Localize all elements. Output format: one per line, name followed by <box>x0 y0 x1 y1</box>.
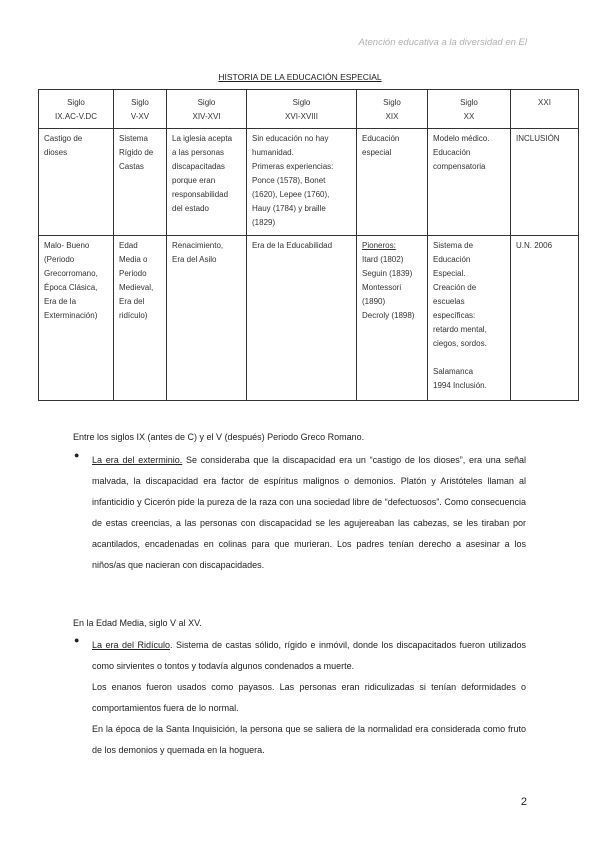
cell-text: a las personas <box>172 148 225 157</box>
table-cell <box>511 129 579 236</box>
cell-text: específicas: <box>433 311 476 320</box>
cell-text: XX <box>463 112 475 121</box>
cell-text: Era del <box>119 297 145 306</box>
table-cell <box>428 236 511 401</box>
section2-bullet <box>74 635 526 761</box>
cell-text: ridículo) <box>119 311 148 320</box>
cell-text: XIX <box>385 112 399 121</box>
history-table <box>38 89 579 401</box>
cell-text: XXI <box>538 98 551 107</box>
cell-text: Medieval, <box>119 283 154 292</box>
table-header-cell <box>167 90 247 129</box>
cell-text: Sistema de <box>433 241 474 250</box>
cell-text: Salamanca <box>433 367 474 376</box>
cell-text: compensatoria <box>433 162 486 171</box>
cell-text: responsabilidad <box>172 190 229 199</box>
cell-text: Modelo médico. <box>433 134 490 143</box>
cell-text: Era de la Educabilidad <box>252 241 333 250</box>
cell-text: Era del Asilo <box>172 255 217 264</box>
cell-text: (1829) <box>252 218 276 227</box>
table-cell <box>247 236 357 401</box>
cell-text: Decroly (1898) <box>362 311 415 320</box>
table-cell <box>39 236 114 401</box>
bullet-icon: ● <box>74 635 80 645</box>
table-header-cell <box>114 90 167 129</box>
cell-text: Siglo <box>292 98 311 107</box>
section2-bullet-title: La era del Ridículo <box>92 640 170 650</box>
cell-text: (Periodo <box>44 255 75 264</box>
cell-text: Montessori <box>362 283 402 292</box>
cell-text: Exterminación) <box>44 311 98 320</box>
table-cell <box>357 129 428 236</box>
cell-text: Sin educación no hay <box>252 134 329 143</box>
cell-text: humanidad. <box>252 148 294 157</box>
cell-text: discapacitadas <box>172 162 225 171</box>
cell-text: IX.AC-V.DC <box>55 112 97 121</box>
table-cell <box>114 236 167 401</box>
table-cell <box>114 129 167 236</box>
section1-text <box>92 450 526 576</box>
section1-intro: Entre los siglos IX (antes de C) y el V (después) Periodo Greco Romano. <box>73 432 365 442</box>
running-header: Atención educativa a la diversidad en El <box>358 37 527 48</box>
cell-text: INCLUSIÓN <box>516 134 560 143</box>
cell-text: Especial. <box>433 269 466 278</box>
cell-text: Educación <box>433 148 471 157</box>
table-header-cell <box>357 90 428 129</box>
cell-text: Ponce (1578), Bonet <box>252 176 326 185</box>
cell-text: Seguin (1839) <box>362 269 413 278</box>
cell-text: Itard (1802) <box>362 255 404 264</box>
section2-intro: En la Edad Media, siglo V al XV. <box>73 618 202 628</box>
section2-bullet-text: . Sistema de castas sólido, rígido e inmóvil, donde los discapacitados fueron utilizados como sirvientes o tontos y todavía algunos condenados a muerte. <box>92 640 526 671</box>
cell-text: Castigo de <box>44 134 83 143</box>
cell-text: Siglo <box>131 98 149 107</box>
cell-text: U.N. 2006 <box>516 241 553 250</box>
section2-text <box>92 635 526 677</box>
table-cell <box>357 236 428 401</box>
cell-text: Época Clásica, <box>44 283 98 292</box>
section1-bullet-title: La era del exterminio. <box>92 455 183 465</box>
cell-text: Educación <box>433 255 471 264</box>
table-header-cell <box>247 90 357 129</box>
table-header-cell <box>428 90 511 129</box>
cell-text: Hauy (1784) y braille <box>252 204 326 213</box>
table-cell <box>167 236 247 401</box>
cell-text: Media o <box>119 255 148 264</box>
table-cell <box>428 129 511 236</box>
cell-text: Siglo <box>383 98 401 107</box>
table-header-cell <box>39 90 114 129</box>
cell-text: Periodo <box>119 269 147 278</box>
cell-text: Sistema <box>119 134 148 143</box>
cell-text: Rígido de <box>119 148 154 157</box>
table-cell <box>511 236 579 401</box>
table-cell <box>39 129 114 236</box>
cell-text: Siglo <box>67 98 85 107</box>
cell-text: ciegos, sordos. <box>433 339 487 348</box>
table-header-cell <box>511 90 579 129</box>
cell-text: Castas <box>119 162 144 171</box>
cell-text: dioses <box>44 148 68 157</box>
cell-text: Siglo <box>460 98 478 107</box>
table-cell <box>167 129 247 236</box>
cell-text: retardo mental, <box>433 325 487 334</box>
cell-text: Malo- Bueno <box>44 241 90 250</box>
section1-bullet <box>74 450 527 576</box>
table-row <box>39 129 579 236</box>
table-header-row <box>39 90 579 129</box>
cell-text: La iglesia acepta <box>172 134 233 143</box>
cell-text: Grecorromano, <box>44 269 98 278</box>
table-title: HISTORIA DE LA EDUCACIÓN ESPECIAL <box>218 72 382 82</box>
cell-text: V-XV <box>130 112 150 121</box>
cell-text: escuelas <box>433 297 465 306</box>
cell-text: (1620), Lepee (1760), <box>252 190 330 199</box>
cell-text: Siglo <box>197 98 216 107</box>
bullet-icon: ● <box>74 450 80 460</box>
cell-text: Era de la <box>44 297 77 306</box>
cell-text <box>433 351 505 365</box>
cell-text: Edad <box>119 241 138 250</box>
cell-text: del estado <box>172 204 209 213</box>
cell-text: especial <box>362 148 392 157</box>
cell-text: XVI-XVIII <box>285 112 318 121</box>
table-row <box>39 236 579 401</box>
page-number: 2 <box>520 796 527 808</box>
section1-bullet-text: Se consideraba que la discapacidad era un “castigo de los dioses”, era una señal malvada, la discapacidad era factor de espíritus malignos o demonios. Platón y Aristóteles llaman al infanticidio y Cicerón pide la pureza de la raza con una sociedad libre de “defectuosos”. Como consecuencia de estas creencias, a las personas con discapacidad se les agujereaban las cabezas, se les tiraban por acantilados, encadenadas en colinas para que murieran. Los padres tenían derecho a asesinar a los niños/as que nacieran con discapacidades. <box>92 455 527 570</box>
section2-para2: Los enanos fueron usados como payasos. Las personas eran ridiculizadas si tenían deformidades o comportamientos fuera de lo normal. <box>92 682 526 713</box>
section2-para3: En la época de la Santa Inquisición, la persona que se saliera de la normalidad era considerada como fruto de los demonios y quemada en la hoguera. <box>92 724 526 755</box>
cell-text: (1890) <box>362 297 386 306</box>
cell-text: Renacimiento, <box>172 241 224 250</box>
cell-text: XIV-XVI <box>192 112 221 121</box>
cell-text: porque eran <box>172 176 216 185</box>
cell-text: Pioneros: <box>362 241 396 250</box>
table-cell <box>247 129 357 236</box>
cell-text: Educación <box>362 134 400 143</box>
cell-text: Primeras experiencias: <box>252 162 334 171</box>
cell-text: 1994 Inclusión. <box>433 381 487 390</box>
cell-text: Creación de <box>433 283 477 292</box>
